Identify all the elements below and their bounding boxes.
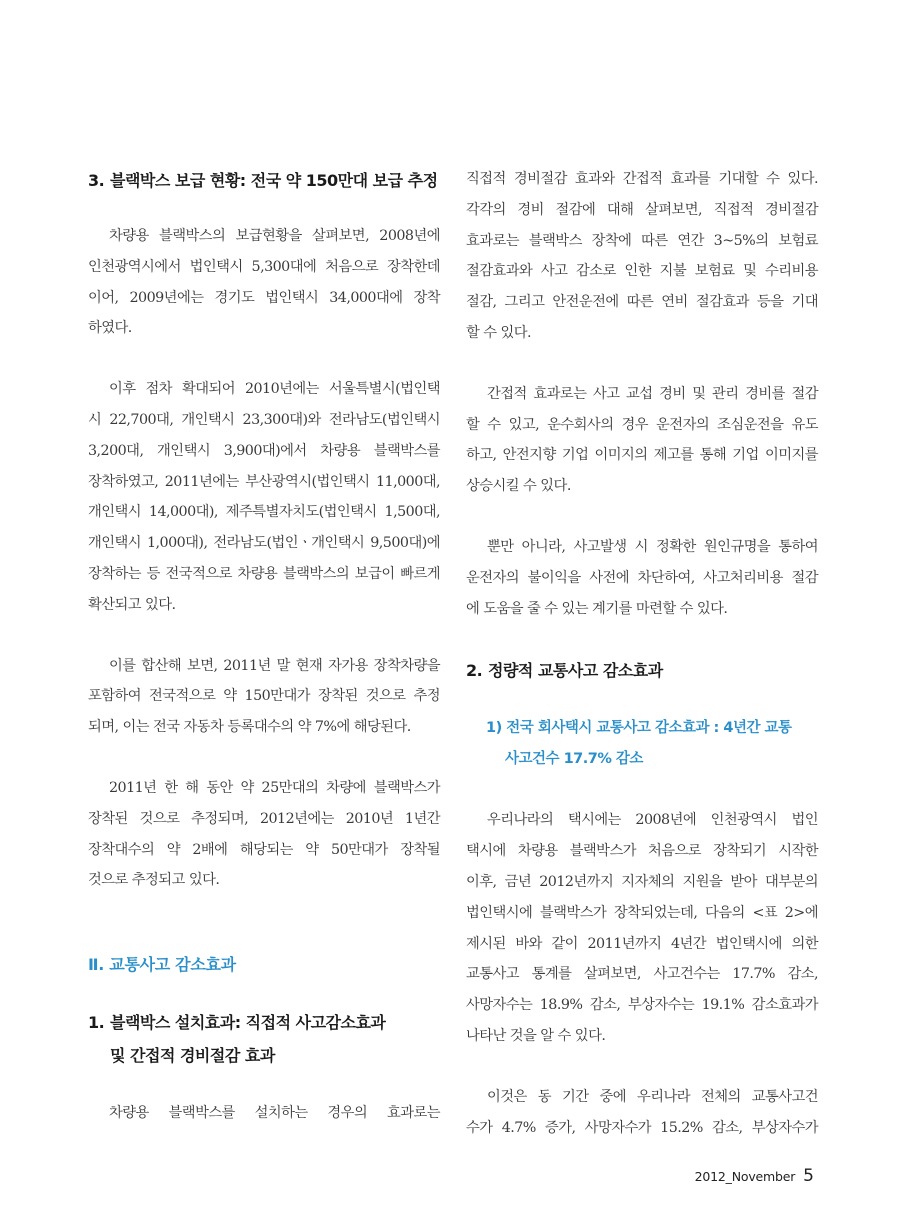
section-3-heading xyxy=(88,164,440,197)
right-paragraph-2 xyxy=(466,379,818,502)
page-number: 5 xyxy=(803,1166,814,1186)
text-line: 각각의 경비 절감에 대해 살펴보면, 직접적 경비절감 xyxy=(466,201,818,218)
left-paragraph-5 xyxy=(88,1098,440,1129)
left-column xyxy=(88,162,440,1129)
text-line: 간접적 효과로는 사고 교섭 경비 및 관리 경비를 절감 xyxy=(487,385,818,402)
text-line: 절감효과와 사고 감소로 인한 지불 보험료 및 수리비용 xyxy=(466,263,818,280)
section-1-number: 1. xyxy=(88,1013,105,1033)
right-paragraph-5 xyxy=(466,1082,818,1144)
text-line: 차량용 블랙박스를 설치하는 경우의 효과로는 xyxy=(109,1105,440,1122)
section-1-title-line-2: 및 간접적 경비절감 효과 xyxy=(110,1046,275,1066)
text-line: 개인택시 1,000대), 전라남도(법인ㆍ개인택시 9,500대)에 xyxy=(88,535,440,552)
text-line: 것으로 추정되고 있다. xyxy=(88,872,220,889)
text-line: 포함하여 전국적으로 약 150만대가 장착된 것으로 추정 xyxy=(88,688,440,705)
section-2-heading xyxy=(466,654,818,687)
left-paragraph-3 xyxy=(88,651,440,743)
section-2-number: 2. xyxy=(466,661,483,681)
text-line: 상승시킬 수 있다. xyxy=(466,478,571,495)
text-line: 장착된 것으로 추정되며, 2012년에는 2010년 1년간 xyxy=(88,810,440,827)
text-line: 되며, 이는 전국 자동차 등록대수의 약 7%에 해당된다. xyxy=(88,719,411,736)
text-line: 효과로는 블랙박스 장착에 따른 연간 3~5%의 보험료 xyxy=(466,232,818,249)
right-paragraph-1 xyxy=(466,164,818,349)
text-line: 직접적 경비절감 효과와 간접적 효과를 기대할 수 있다. xyxy=(466,171,818,187)
section-2-title: 정량적 교통사고 감소효과 xyxy=(488,661,663,681)
subsection-1-heading xyxy=(466,713,818,775)
text-line: 법인택시에 블랙박스가 장착되었는데, 다음의 <표 2>에 xyxy=(466,904,818,921)
text-line: 차량용 블랙박스의 보급현황을 살펴보면, 2008년에 xyxy=(109,228,440,244)
text-line: 우리나라의 택시에는 2008년에 인천광역시 법인 xyxy=(487,812,818,829)
right-paragraph-4 xyxy=(466,805,818,1051)
text-line: 나타난 것을 알 수 있다. xyxy=(466,1027,606,1044)
text-line: 장착하는 등 전국적으로 차량용 블랙박스의 보급이 빠르게 xyxy=(88,565,440,582)
text-line: 하고, 안전지향 기업 이미지의 제고를 통해 기업 이미지를 xyxy=(466,447,818,464)
text-line: 에 도움을 줄 수 있는 계기를 마련할 수 있다. xyxy=(466,600,728,617)
page-footer xyxy=(695,1166,814,1186)
text-line: 수가 4.7% 증가, 사망자수가 15.2% 감소, 부상자수가 xyxy=(466,1119,818,1136)
left-paragraph-1 xyxy=(88,221,440,344)
text-line: 제시된 바와 같이 2011년까지 4년간 법인택시에 의한 xyxy=(466,935,818,952)
text-line: 장착하였고, 2011년에는 부산광역시(법인택시 11,000대, xyxy=(88,473,440,490)
right-column xyxy=(466,162,818,1143)
section-1-title-line-1: 블랙박스 설치효과: 직접적 사고감소효과 xyxy=(110,1013,386,1033)
issue-label: 2012_November xyxy=(694,1169,796,1184)
text-line: 확산되고 있다. xyxy=(88,596,176,613)
section-3-number: 3. xyxy=(88,171,105,190)
subsection-1-title-line-2: 사고건수 17.7% 감소 xyxy=(505,751,643,768)
text-line: 택시에 차량용 블랙박스가 처음으로 장착되기 시작한 xyxy=(466,843,818,860)
text-line: 2011년 한 해 동안 약 25만대의 차량에 블랙박스가 xyxy=(109,779,440,796)
text-line: 할 수 있고, 운수회사의 경우 운전자의 조심운전을 유도 xyxy=(466,416,818,433)
text-line: 뿐만 아니라, 사고발생 시 정확한 원인규명을 통하여 xyxy=(487,538,818,555)
text-line: 이것은 동 기간 중에 우리나라 전체의 교통사고건 xyxy=(487,1088,818,1105)
text-line: 할 수 있다. xyxy=(466,324,532,341)
text-line: 이를 합산해 보면, 2011년 말 현재 자가용 장착차량을 xyxy=(109,657,440,674)
left-paragraph-2 xyxy=(88,374,440,620)
text-line: 교통사고 통계를 살펴보면, 사고건수는 17.7% 감소, xyxy=(466,966,818,983)
text-line: 장착대수의 약 2배에 해당되는 약 50만대가 장착될 xyxy=(88,841,440,858)
right-paragraph-3 xyxy=(466,532,818,624)
section-1-heading xyxy=(88,1006,440,1072)
left-paragraph-4 xyxy=(88,773,440,896)
text-line: 인천광역시에서 법인택시 5,300대에 처음으로 장착한데 xyxy=(88,258,440,275)
text-line: 사망자수는 18.9% 감소, 부상자수는 19.1% 감소효과가 xyxy=(466,997,818,1014)
text-line: 하였다. xyxy=(88,320,132,337)
text-line: 개인택시 14,000대), 제주특별자치도(법인택시 1,500대, xyxy=(88,504,440,521)
text-line: 이후, 금년 2012년까지 지자체의 지원을 받아 대부분의 xyxy=(466,873,818,890)
text-line: 시 22,700대, 개인택시 23,300대)와 전라남도(법인택시 xyxy=(88,411,440,428)
text-line: 이어, 2009년에는 경기도 법인택시 34,000대에 장착 xyxy=(88,289,440,306)
section-3-title: 블랙박스 보급 현황: 전국 약 150만대 보급 추정 xyxy=(110,171,438,190)
text-line: 운전자의 불이익을 사전에 차단하여, 사고처리비용 절감 xyxy=(466,569,818,586)
subsection-1-title-line-1: 1) 전국 회사택시 교통사고 감소효과 : 4년간 교통 xyxy=(486,720,792,737)
text-line: 3,200대, 개인택시 3,900대)에서 차량용 블랙박스를 xyxy=(88,442,440,459)
text-line: 이후 점차 확대되어 2010년에는 서울특별시(법인택 xyxy=(109,381,440,398)
text-line: 절감, 그리고 안전운전에 따른 연비 절감효과 등을 기대 xyxy=(466,294,818,311)
chapter-2-heading: Ⅱ. 교통사고 감소효과 xyxy=(88,955,236,975)
